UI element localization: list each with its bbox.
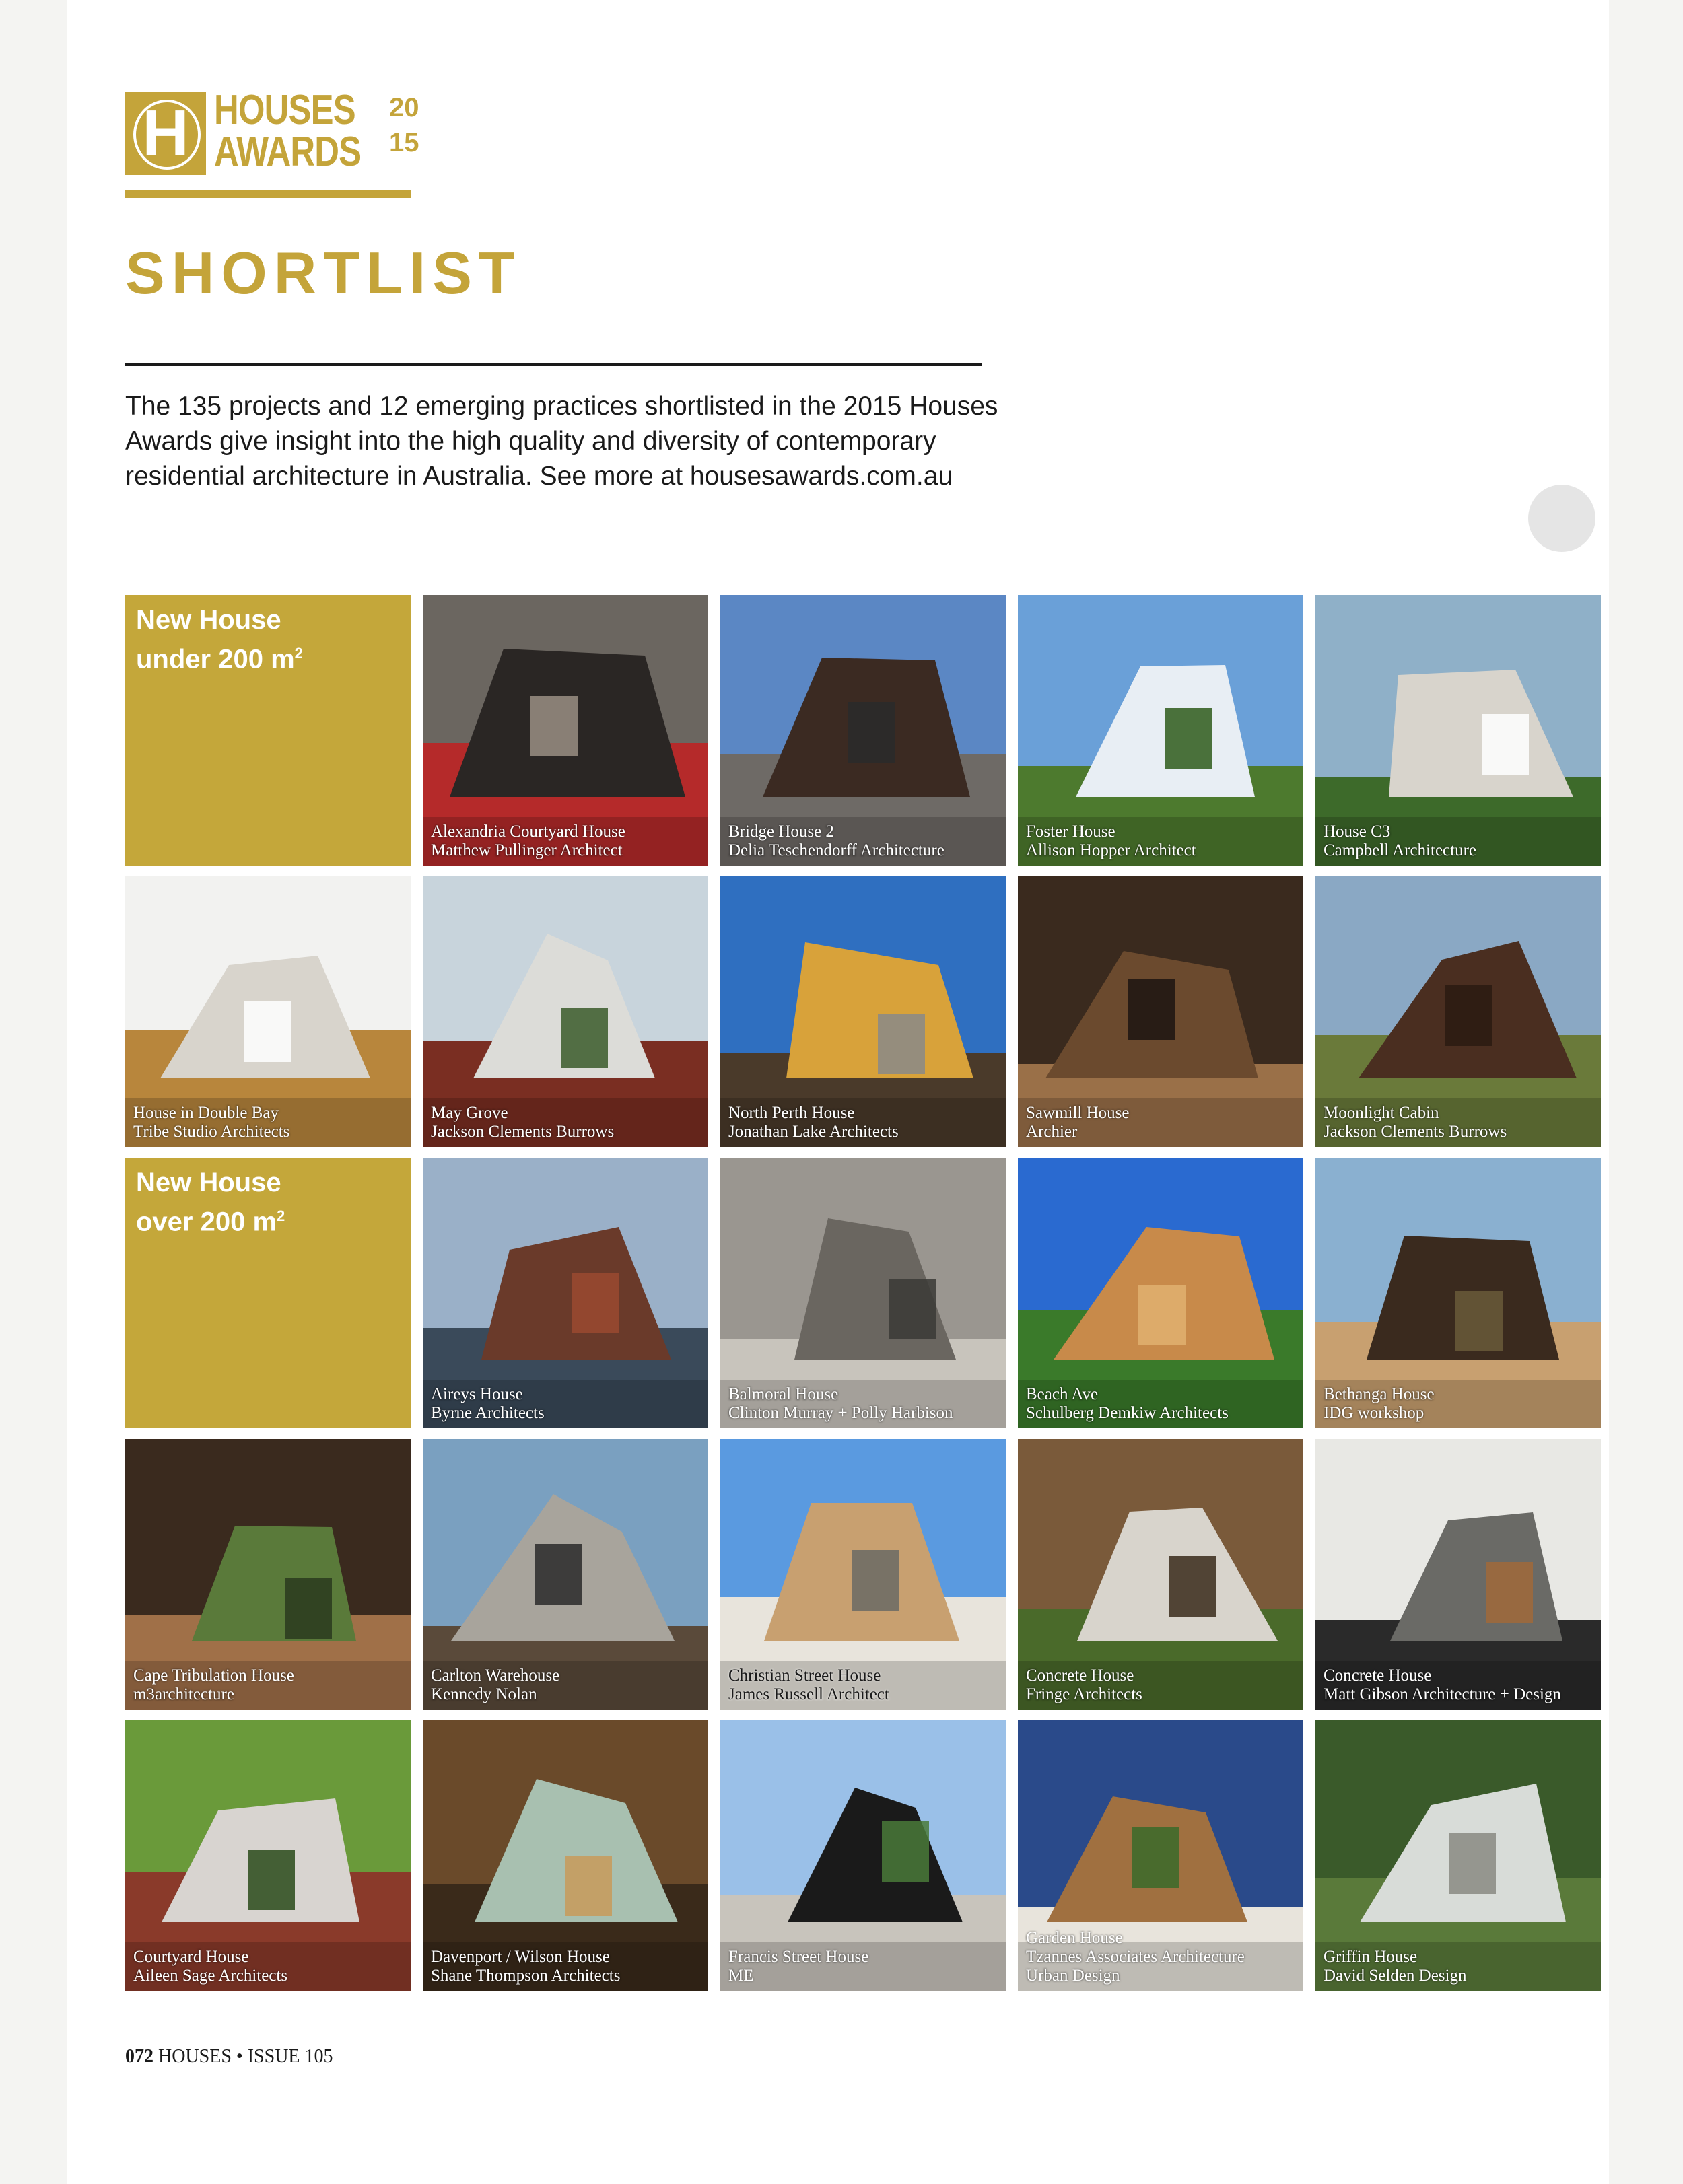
project-tile[interactable] (1315, 1158, 1601, 1428)
project-tile[interactable] (1315, 1720, 1601, 1991)
project-caption (1026, 1104, 1298, 1141)
project-name: May Grove (431, 1104, 508, 1122)
project-tile[interactable] (423, 595, 708, 866)
project-architect: Byrne Architects (431, 1404, 545, 1422)
project-caption (1324, 1385, 1595, 1423)
project-tile[interactable] (720, 876, 1006, 1147)
project-architect: Fringe Architects (1026, 1685, 1142, 1703)
logo-year-bottom: 15 (389, 128, 419, 157)
project-architect: Tzannes Associates Architecture (1026, 1948, 1245, 1966)
project-name: Foster House (1026, 822, 1115, 841)
project-caption (431, 1385, 703, 1423)
issue-number: ISSUE 105 (247, 2046, 333, 2067)
project-name: Aireys House (431, 1385, 523, 1403)
project-caption (431, 1948, 703, 1985)
project-architect: Kennedy Nolan (431, 1685, 537, 1703)
project-caption (133, 1948, 405, 1985)
project-caption (133, 1666, 405, 1704)
project-architect: James Russell Architect (728, 1685, 889, 1703)
magazine-name: HOUSES (158, 2046, 232, 2067)
intro-paragraph: The 135 projects and 12 emerging practices shortlisted in the 2015 Houses Awards give insight into the high quality and diversity of contemporary residential architecture in Australia. See more at housesawards.com.au (125, 392, 998, 491)
category-tile (125, 595, 411, 866)
project-caption (728, 822, 1000, 860)
project-tile[interactable] (125, 1720, 411, 1991)
project-tile[interactable] (1018, 1439, 1303, 1710)
project-architect: Archier (1026, 1123, 1078, 1141)
project-architect: Jonathan Lake Architects (728, 1123, 899, 1141)
project-architect: Schulberg Demkiw Architects (1026, 1404, 1229, 1422)
project-caption (1324, 1948, 1595, 1985)
logo-word-awards: AWARDS (214, 129, 362, 175)
project-architect: Delia Teschendorff Architecture (728, 841, 944, 859)
project-tile[interactable] (1018, 1720, 1303, 1991)
project-caption (1026, 822, 1298, 860)
page-title: SHORTLIST (125, 240, 522, 306)
project-caption (133, 1104, 405, 1141)
project-tile[interactable] (1018, 595, 1303, 866)
project-architect: Matthew Pullinger Architect (431, 841, 623, 859)
project-name: Concrete House (1026, 1666, 1134, 1685)
project-architect: Campbell Architecture (1324, 841, 1477, 859)
project-tile[interactable] (423, 1720, 708, 1991)
project-caption (1026, 1385, 1298, 1423)
project-architect: David Selden Design (1324, 1967, 1467, 1985)
houses-awards-logo (125, 87, 419, 199)
project-caption (1026, 1666, 1298, 1704)
project-name: Beach Ave (1026, 1385, 1099, 1403)
page-number: 072 (125, 2046, 153, 2067)
project-architect-line2: Urban Design (1026, 1967, 1120, 1985)
project-tile[interactable] (720, 1158, 1006, 1428)
project-caption (1026, 1929, 1298, 1985)
category-title: New House (136, 1168, 281, 1197)
category-tile (125, 1158, 411, 1428)
category-title: New House (136, 605, 281, 635)
project-caption (1324, 1666, 1595, 1704)
project-tile[interactable] (720, 1720, 1006, 1991)
project-name: North Perth House (728, 1104, 855, 1122)
project-name: Carlton Warehouse (431, 1666, 560, 1685)
project-name: Bridge House 2 (728, 822, 834, 841)
category-size: over 200 $m^2$ (136, 1207, 285, 1237)
project-architect: m3architecture (133, 1685, 234, 1703)
project-name: Balmoral House (728, 1385, 839, 1403)
project-name: House in Double Bay (133, 1104, 279, 1122)
project-name: Griffin House (1324, 1948, 1418, 1966)
project-caption (1324, 822, 1595, 860)
project-architect: Aileen Sage Architects (133, 1967, 288, 1985)
project-tile[interactable] (720, 1439, 1006, 1710)
project-tile[interactable] (423, 1158, 708, 1428)
project-tile[interactable] (1018, 876, 1303, 1147)
project-tile[interactable] (1018, 1158, 1303, 1428)
project-caption (728, 1385, 1000, 1423)
project-architect: IDG workshop (1324, 1404, 1424, 1422)
project-tile[interactable] (1315, 1439, 1601, 1710)
project-name: Cape Tribulation House (133, 1666, 294, 1685)
project-architect: Allison Hopper Architect (1026, 841, 1196, 859)
project-architect: Clinton Murray + Polly Harbison (728, 1404, 953, 1422)
project-name: Moonlight Cabin (1324, 1104, 1439, 1122)
project-tile[interactable] (720, 595, 1006, 866)
project-tile[interactable] (125, 1439, 411, 1710)
project-caption (431, 822, 703, 860)
project-name: House C3 (1324, 822, 1391, 841)
project-tile[interactable] (125, 876, 411, 1147)
h-logo-mark: H (125, 92, 206, 175)
project-name: Bethanga House (1324, 1385, 1435, 1403)
project-caption (431, 1104, 703, 1141)
project-tile[interactable] (423, 1439, 708, 1710)
project-caption (431, 1666, 703, 1704)
show-through-ad (1144, 485, 1602, 565)
project-name: Francis Street House (728, 1948, 869, 1966)
logo-word-houses: HOUSES (214, 87, 355, 133)
project-architect: Jackson Clements Burrows (1324, 1123, 1507, 1141)
project-name: Sawmill House (1026, 1104, 1130, 1122)
project-caption (728, 1666, 1000, 1704)
project-name: Garden House (1026, 1929, 1123, 1947)
logo-underline (125, 190, 411, 198)
project-name: Alexandria Courtyard House (431, 822, 625, 841)
project-tile[interactable] (1315, 876, 1601, 1147)
project-name: Concrete House (1324, 1666, 1432, 1685)
project-caption (1324, 1104, 1595, 1141)
project-architect: ME (728, 1967, 754, 1985)
project-architect: Shane Thompson Architects (431, 1967, 621, 1985)
project-architect: Tribe Studio Architects (133, 1123, 290, 1141)
project-name: Courtyard House (133, 1948, 249, 1966)
category-size: under 200 $m^2$ (136, 644, 303, 674)
footer-separator: • (236, 2046, 243, 2067)
project-architect: Jackson Clements Burrows (431, 1123, 615, 1141)
project-caption (728, 1948, 1000, 1985)
project-tile[interactable] (1315, 595, 1601, 866)
title-divider (125, 363, 982, 366)
logo-year-top: 20 (389, 93, 419, 122)
project-caption (728, 1104, 1000, 1141)
project-tile[interactable] (423, 876, 708, 1147)
project-name: Davenport / Wilson House (431, 1948, 610, 1966)
project-architect: Matt Gibson Architecture + Design (1324, 1685, 1561, 1703)
show-through-logo (1528, 485, 1595, 552)
project-name: Christian Street House (728, 1666, 881, 1685)
page-footer (125, 2046, 333, 2068)
